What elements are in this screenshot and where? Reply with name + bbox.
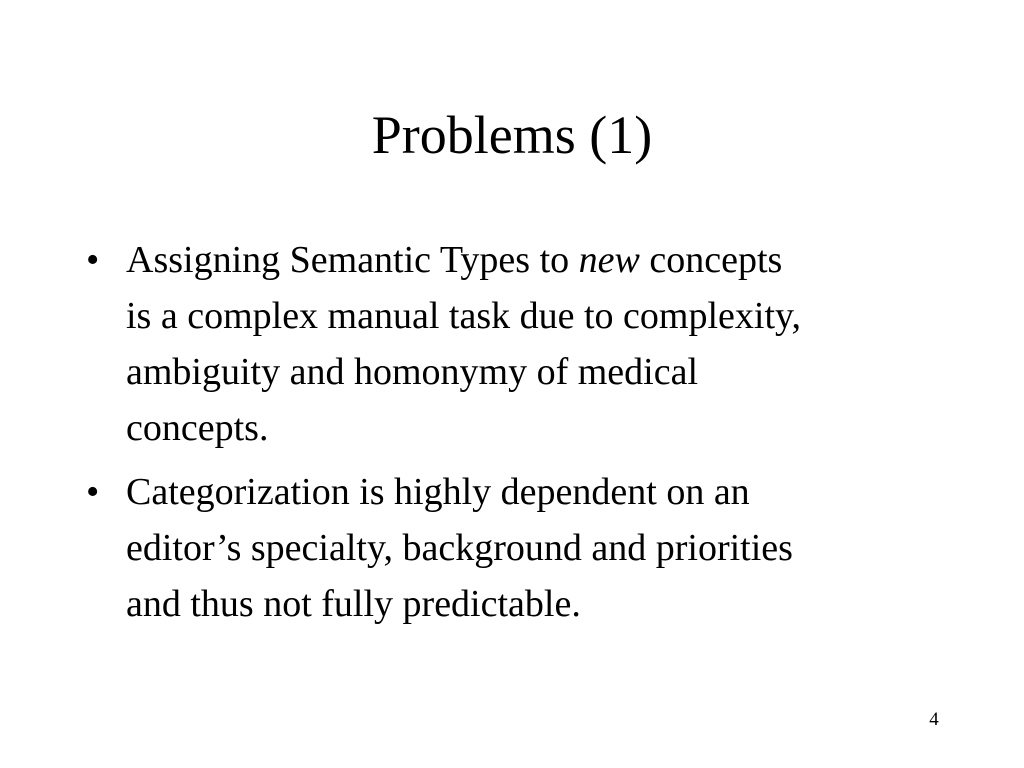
bullet-line: and thus not fully predictable. bbox=[126, 583, 581, 625]
bullet-item bbox=[84, 232, 954, 456]
page-number: 4 bbox=[929, 709, 939, 730]
bullet-line: ambiguity and homonymy of medical bbox=[126, 351, 699, 393]
bullet-dot-icon: • bbox=[86, 239, 100, 281]
bullet-dot-icon: • bbox=[86, 471, 100, 513]
bullet-line: editor’s specialty, background and priorities bbox=[126, 527, 793, 569]
bullet-line: concepts. bbox=[126, 407, 269, 449]
bullet-text: Assigning Semantic Types to bbox=[126, 239, 579, 281]
bullet-list bbox=[84, 232, 954, 640]
bullet-line: Categorization is highly dependent on an bbox=[126, 471, 750, 513]
bullet-line bbox=[126, 232, 954, 288]
bullet-text: concepts bbox=[639, 239, 783, 281]
emphasized-word: new bbox=[578, 239, 640, 281]
bullet-line: is a complex manual task due to complexity, bbox=[126, 295, 802, 337]
bullet-item bbox=[84, 464, 954, 632]
slide-title: Problems (1) bbox=[371, 105, 653, 165]
